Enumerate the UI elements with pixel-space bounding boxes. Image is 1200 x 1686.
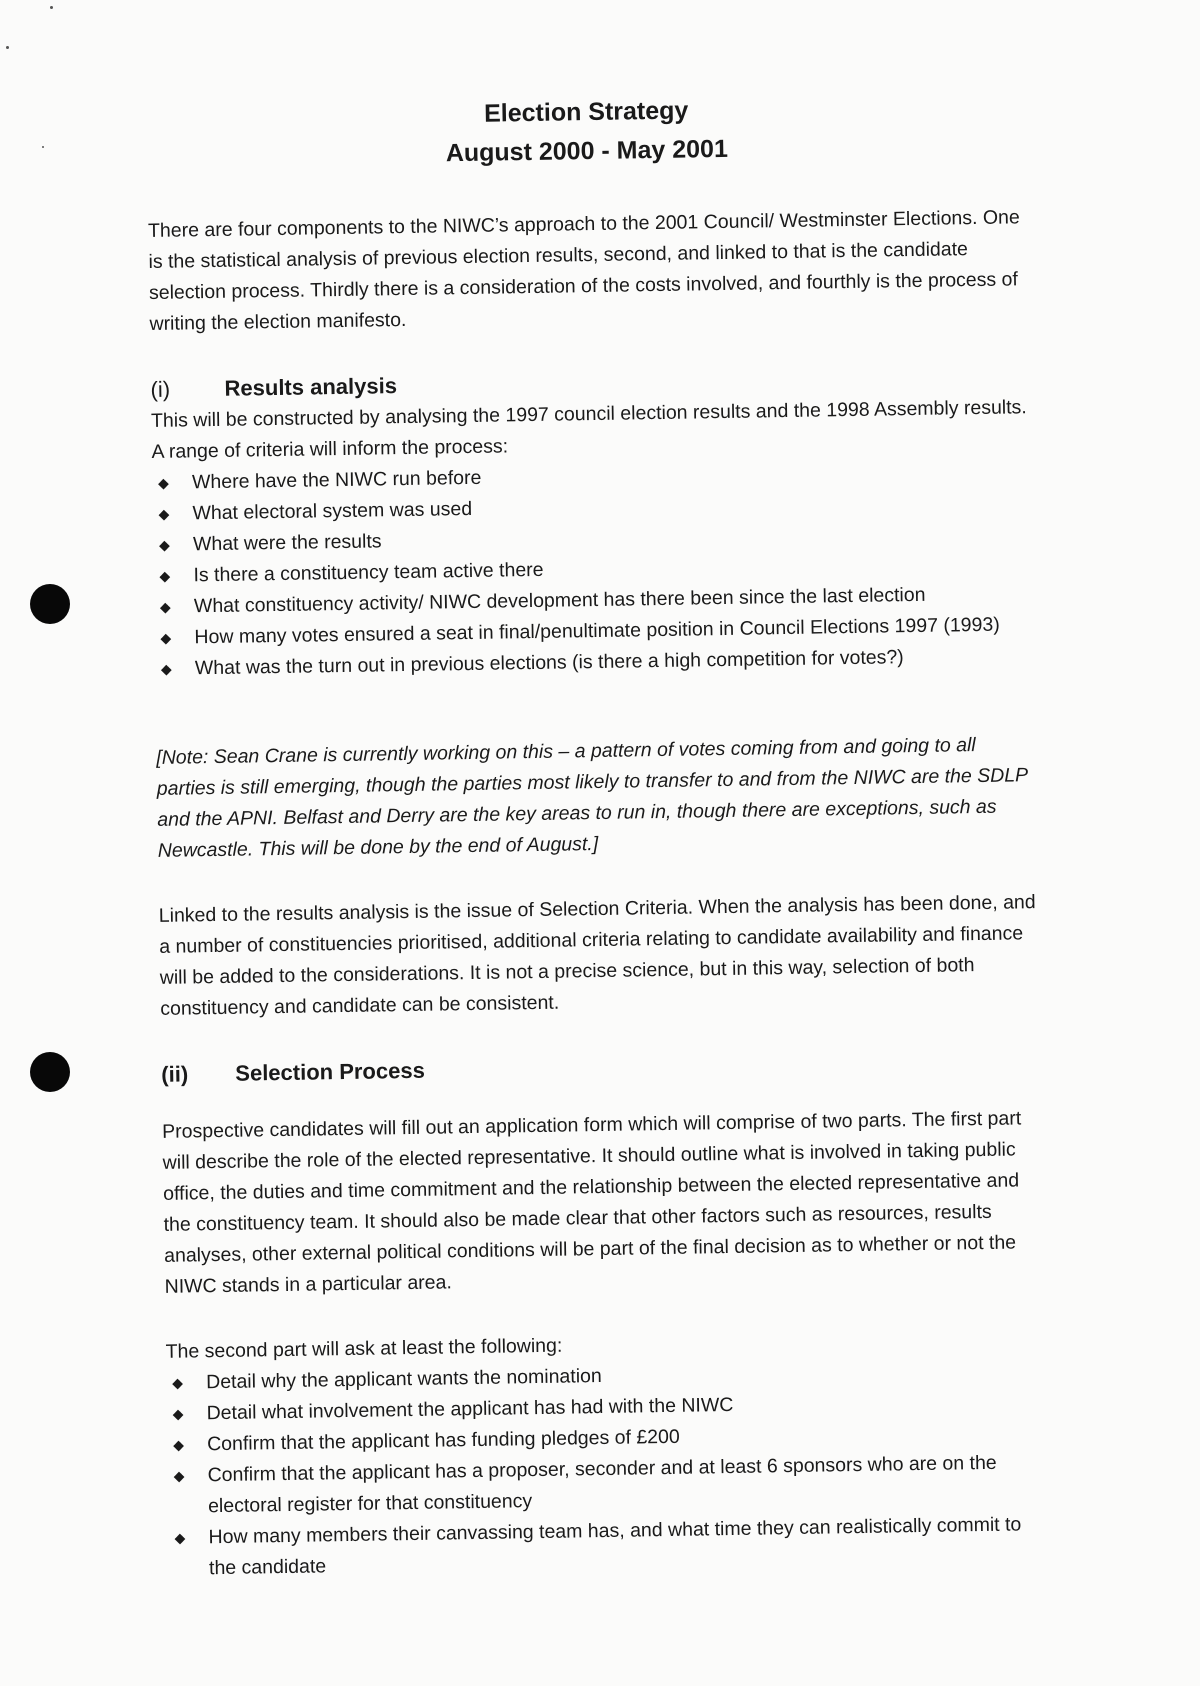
punch-hole-top <box>30 584 70 624</box>
diamond-bullet-icon: ◆ <box>172 1436 185 1453</box>
section-number: (ii) <box>161 1061 189 1087</box>
results-analysis-intro: This will be constructed by analysing the 1997 council election results and the 1998 Assembly results. A range of criteria will inform the process: <box>150 396 1027 463</box>
diamond-bullet-icon: ◆ <box>174 1529 186 1546</box>
diamond-bullet-icon: ◆ <box>172 1374 184 1391</box>
title-line-2: August 2000 - May 2001 <box>445 134 729 168</box>
list-item: ◆ How many votes ensured a seat in final/penultimate position in Council Elections 1997 (1993) <box>154 609 1034 654</box>
selection-process-paragraph: Prospective candidates will fill out an application form which will comprise of two parts. The first part will describe the role of the elected representative. It should outline what is involved in taking public office, the duties and time commitment and the relationship between the elected representative and the constituency team. It should also be made clear that other factors such as resources, results analyses, other external political conditions will be part of the final decision as to whether or not the NIWC stands in a particular area. <box>162 1107 1022 1298</box>
punch-hole-bottom <box>30 1052 70 1092</box>
list-item: ◆ Is there a constituency team active there <box>153 547 1033 592</box>
diamond-bullet-icon: ◆ <box>158 536 170 553</box>
list-item: ◆ What was the turn out in previous elections (is there a high competition for votes?) <box>155 640 1035 685</box>
section-number: (i) <box>150 376 171 402</box>
section-title: Results analysis <box>224 373 398 401</box>
selection-criteria-paragraph: Linked to the results analysis is the issue of Selection Criteria. When the analysis has been done, and a number of constituencies prioritised, additional criteria relating to candidate availability and finance will be added to the considerations. It is not a precise science, but in this way, selection of both constituency and candidate can be consistent. <box>158 891 1036 1020</box>
criteria-list <box>152 454 1035 685</box>
list-item: ◆ What were the results <box>153 516 1033 561</box>
section-title: Selection Process <box>235 1057 426 1086</box>
document-title <box>146 86 1027 178</box>
diamond-bullet-icon: ◆ <box>158 505 170 522</box>
diamond-bullet-icon: ◆ <box>157 474 169 491</box>
list-item: ◆ Confirm that the applicant has funding pledges of £200 <box>167 1416 1047 1461</box>
title-line-1: Election Strategy <box>483 96 689 128</box>
document-body <box>146 86 1049 1585</box>
application-requirements-list <box>166 1354 1049 1585</box>
list-item: ◆ Confirm that the applicant has a proposer, seconder and at least 6 sponsors who are on the electoral register for that constituency <box>173 1451 997 1518</box>
diamond-bullet-icon: ◆ <box>160 660 172 677</box>
list-item: ◆ What constituency activity/ NIWC development has there been since the last election <box>154 578 1034 623</box>
scan-speck <box>6 46 9 49</box>
second-part-intro: The second part will ask at least the following: <box>165 1334 563 1363</box>
diamond-bullet-icon: ◆ <box>160 629 172 646</box>
list-item: ◆ Detail why the applicant wants the nomination <box>166 1354 1046 1399</box>
diamond-bullet-icon: ◆ <box>172 1405 184 1422</box>
diamond-bullet-icon: ◆ <box>159 598 171 615</box>
list-item: ◆ What electoral system was used <box>152 485 1032 530</box>
list-item: ◆ How many members their canvassing team has, and what time they can realistically commit to the candidate <box>174 1513 1022 1580</box>
list-item: ◆ Where have the NIWC run before <box>152 454 1032 499</box>
section-heading-selection-process <box>161 1045 1041 1091</box>
note-paragraph: [Note: Sean Crane is currently working on this – a pattern of votes coming from and going to all parties is still emerging, though the parties most likely to transfer to and from the NIWC are the SDLP and the APNI. Belfast and Derry are the key areas to run in, though there are exceptions, such as Newcastle. This will be done by the end of August.] <box>156 734 1028 862</box>
diamond-bullet-icon: ◆ <box>159 567 171 584</box>
list-item: ◆ Detail what involvement the applicant has had with the NIWC <box>166 1385 1046 1430</box>
scan-speck <box>50 6 53 9</box>
intro-paragraph: There are four components to the NIWC’s approach to the 2001 Council/ Westminster Elections. One is the statistical analysis of previous election results, second, and linked to that is the candidate selection process. Thirdly there is a consideration of the costs involved, and fourthly is the process of writing the election manifesto. <box>147 206 1020 335</box>
scan-speck <box>42 146 44 148</box>
diamond-bullet-icon: ◆ <box>173 1467 185 1484</box>
